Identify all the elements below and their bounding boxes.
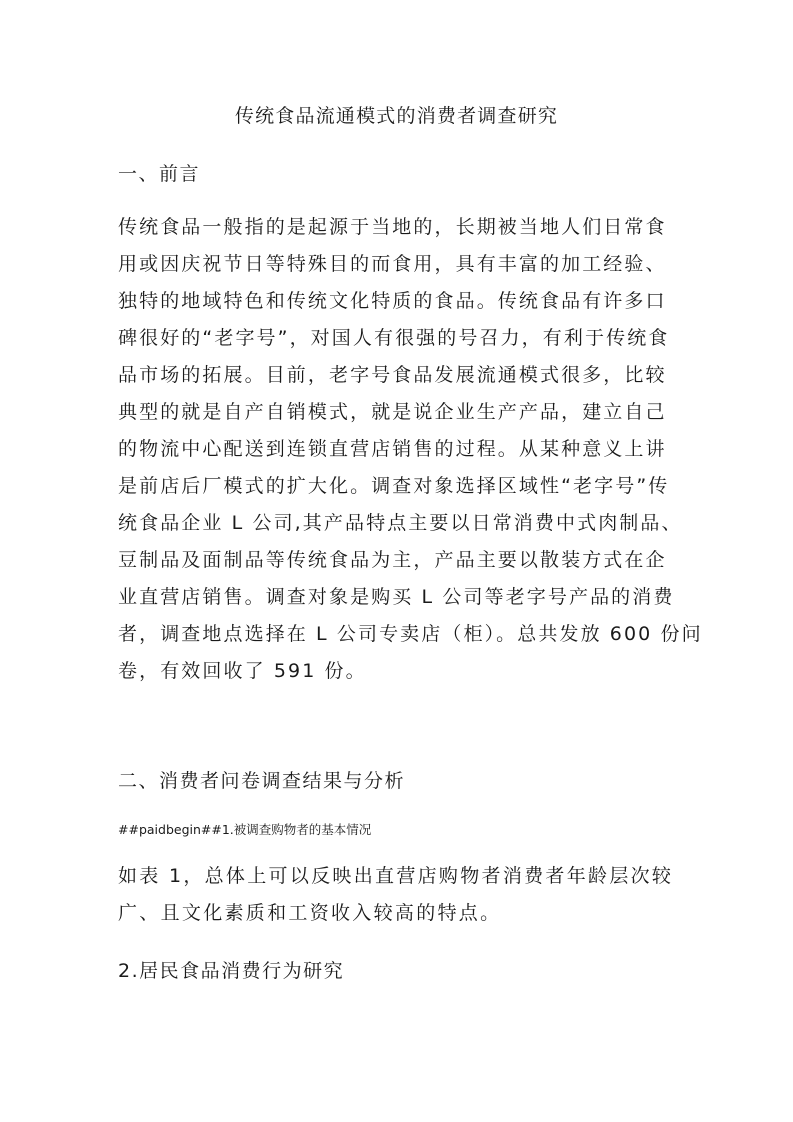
paragraph-line: 是前店后厂模式的扩大化。调查对象选择区域性“老字号”传 bbox=[118, 475, 670, 497]
document-title: 传统食品流通模式的消费者调查研究 bbox=[234, 105, 559, 127]
paragraph-line: 广、且文化素质和工资收入较高的特点。 bbox=[118, 902, 502, 924]
paragraph-line: 的物流中心配送到连锁直营店销售的过程。从某种意义上讲 bbox=[118, 438, 667, 460]
paragraph-line: 传统食品一般指的是起源于当地的，长期被当地人们日常食 bbox=[118, 216, 667, 238]
subsection-note: ##paidbegin##1.被调查购物者的基本情况 bbox=[118, 822, 372, 837]
preface-paragraph bbox=[118, 209, 703, 690]
paragraph-line: 典型的就是自产自销模式，就是说企业生产产品，建立自己 bbox=[118, 401, 667, 423]
paragraph-line: 如表 1，总体上可以反映出直营店购物者消费者年龄层次较 bbox=[118, 865, 674, 887]
paragraph-line: 独特的地域特色和传统文化特质的食品。传统食品有许多口 bbox=[118, 290, 667, 312]
section-heading-results: 二、消费者问卷调查结果与分析 bbox=[118, 770, 406, 792]
paragraph-line: 品市场的拓展。目前，老字号食品发展流通模式很多，比较 bbox=[118, 364, 667, 386]
paragraph-line: 业直营店销售。调查对象是购买 L 公司等老字号产品的消费 bbox=[118, 586, 675, 608]
paragraph-line: 卷，有效回收了 591 份。 bbox=[118, 660, 367, 682]
section-heading-consumption-behavior: 2.居民食品消费行为研究 bbox=[118, 960, 345, 982]
section-heading-preface: 一、前言 bbox=[118, 163, 201, 185]
results-paragraph bbox=[118, 858, 678, 932]
paragraph-line: 豆制品及面制品等传统食品为主，产品主要以散装方式在企 bbox=[118, 549, 667, 571]
paragraph-line: 用或因庆祝节日等特殊目的而食用，具有丰富的加工经验、 bbox=[118, 253, 667, 275]
paragraph-line: 碑很好的“老字号”，对国人有很强的号召力，有利于传统食 bbox=[118, 327, 670, 349]
paragraph-line: 者，调查地点选择在 L 公司专卖店（柜）。总共发放 600 份问 bbox=[118, 623, 703, 645]
paragraph-line: 统食品企业 L 公司,其产品特点主要以日常消费中式肉制品、 bbox=[118, 512, 683, 534]
